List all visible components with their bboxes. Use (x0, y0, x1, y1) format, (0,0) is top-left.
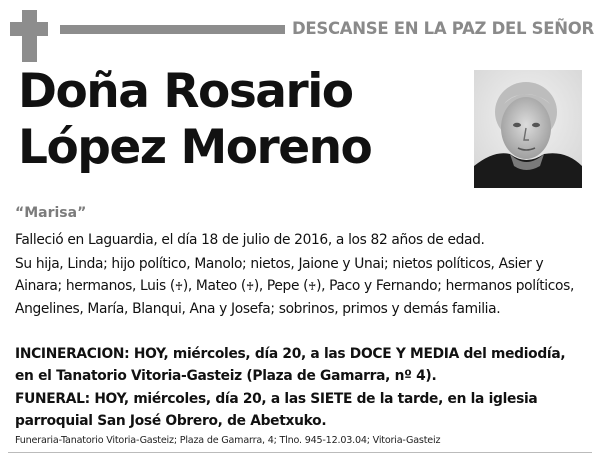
funeral-home-footer: Funeraria-Tanatorio Vitoria-Gasteiz; Plaza de Gamarra, 4; Tlno. 945-12.03.04; Vitoria-Gasteiz (15, 435, 441, 446)
family-list-part2: ), Mateo ( (182, 278, 246, 294)
family-list-part4: ), Paco y Fernando; hermanos políticos, Angelines, María, Blanqui, Ana y Josefa; sobrinos, primos y demás familia. (15, 278, 574, 317)
header-rule (60, 25, 285, 34)
cross-in-circle-icon: ♰ (308, 280, 317, 293)
family-list-part1: Su hija, Linda; hijo político, Manolo; nietos, Jaione y Unai; nietos políticos, Asier y Ainara; hermanos, Luis ( (15, 256, 544, 294)
cross-in-circle-icon: ♰ (245, 280, 254, 293)
cross-in-circle-icon: ♰ (174, 280, 183, 293)
nickname: “Marisa” (15, 205, 87, 221)
cremation-notice: INCINERACION: HOY, miércoles, día 20, a las DOCE Y MEDIA del mediodía, en el Tanatorio Vitoria-Gasteiz (Plaza de Gamarra, nº 4). (15, 346, 566, 384)
deceased-name (18, 64, 371, 176)
portrait-image (474, 70, 582, 188)
family-list-part3: ), Pepe ( (253, 278, 309, 294)
deceased-name-line1: Doña Rosario (18, 64, 353, 119)
deceased-name-line2: López Moreno (18, 120, 372, 175)
family-list (15, 253, 585, 320)
cross-vertical-bar (22, 10, 37, 62)
deceased-photo (474, 70, 582, 188)
bottom-divider (8, 452, 592, 453)
death-notice: Falleció en Laguardia, el día 18 de julio de 2016, a los 82 años de edad. (15, 232, 485, 248)
cross-horizontal-bar (10, 22, 48, 36)
funeral-notice: FUNERAL: HOY, miércoles, día 20, a las SIETE de la tarde, en la iglesia parroquial San José Obrero, de Abetxuko. (15, 391, 538, 429)
header-title: DESCANSE EN LA PAZ DEL SEÑOR (292, 19, 594, 38)
